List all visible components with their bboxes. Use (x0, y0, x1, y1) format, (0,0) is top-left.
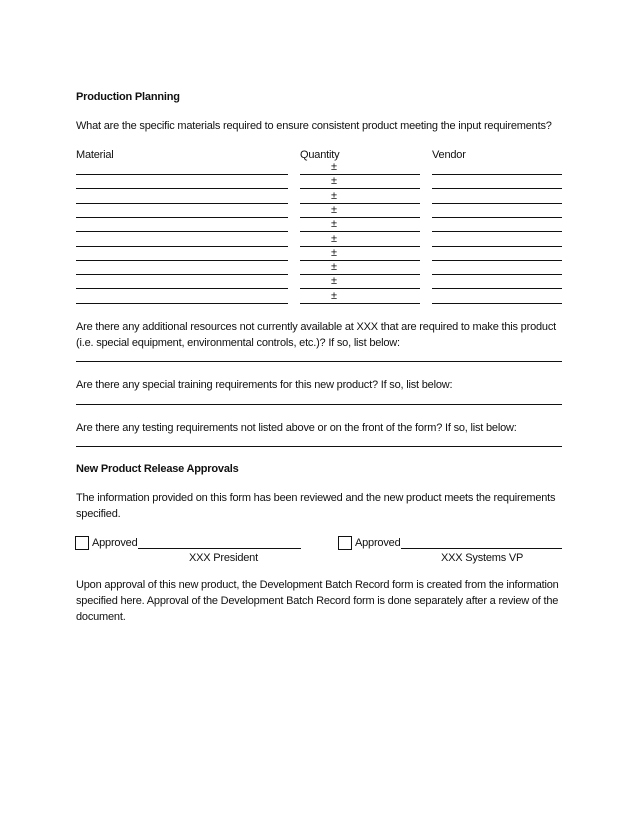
table-row (0, 190, 638, 204)
table-row (0, 275, 638, 289)
materials-question: What are the specific materials required to ensure consistent product meeting the input requirements? (76, 120, 552, 132)
president-signer-label: XXX President (189, 552, 258, 564)
table-row (0, 261, 638, 275)
plus-minus-symbol: ± (331, 190, 338, 202)
plus-minus-symbol: ± (331, 247, 338, 259)
approval-statement: The information provided on this form has been reviewed and the new product meets the requirements specified. (76, 492, 556, 520)
column-header-quantity: Quantity (300, 149, 340, 161)
material-input-line[interactable] (76, 231, 288, 232)
vendor-input-line[interactable] (432, 288, 562, 289)
systems-vp-approved-checkbox[interactable] (338, 536, 352, 550)
systems-vp-approved-label: Approved (355, 537, 401, 549)
quantity-input-line[interactable] (300, 288, 420, 289)
table-row (0, 290, 638, 304)
plus-minus-symbol: ± (331, 204, 338, 216)
table-row (0, 233, 638, 247)
table-row (0, 247, 638, 261)
plus-minus-symbol: ± (331, 275, 338, 287)
material-input-line[interactable] (76, 188, 288, 189)
systems-vp-signature-line[interactable] (401, 548, 562, 549)
column-header-material: Material (76, 149, 114, 161)
plus-minus-symbol: ± (331, 175, 338, 187)
president-approved-label: Approved (92, 537, 138, 549)
material-input-line[interactable] (76, 288, 288, 289)
quantity-input-line[interactable] (300, 188, 420, 189)
column-header-vendor: Vendor (432, 149, 466, 161)
testing-question: Are there any testing requirements not listed above or on the front of the form? If so, list below: (76, 422, 517, 434)
vendor-input-line[interactable] (432, 188, 562, 189)
section-heading-production-planning: Production Planning (76, 91, 180, 103)
systems-vp-signer-label: XXX Systems VP (441, 552, 524, 564)
additional-resources-answer-line[interactable] (76, 361, 562, 362)
table-row (0, 204, 638, 218)
section-heading-approvals: New Product Release Approvals (76, 463, 239, 475)
plus-minus-symbol: ± (331, 218, 338, 230)
plus-minus-symbol: ± (331, 161, 338, 173)
table-row (0, 161, 638, 175)
material-input-line[interactable] (76, 303, 288, 304)
quantity-input-line[interactable] (300, 303, 420, 304)
vendor-input-line[interactable] (432, 231, 562, 232)
plus-minus-symbol: ± (331, 261, 338, 273)
table-row (0, 175, 638, 189)
additional-resources-question: Are there any additional resources not currently available at XXX that are required to make this product (i.e. special equipment, environmental controls, etc.)? If so, list below: (76, 321, 556, 349)
quantity-input-line[interactable] (300, 231, 420, 232)
president-approved-checkbox[interactable] (75, 536, 89, 550)
plus-minus-symbol: ± (331, 290, 338, 302)
plus-minus-symbol: ± (331, 233, 338, 245)
training-question: Are there any special training requirements for this new product? If so, list below: (76, 379, 453, 391)
vendor-input-line[interactable] (432, 303, 562, 304)
footer-note: Upon approval of this new product, the Development Batch Record form is created from the information specified here. Approval of the Development Batch Record form is done separately after a review of the document. (76, 579, 559, 623)
testing-answer-line[interactable] (76, 446, 562, 447)
president-signature-line[interactable] (138, 548, 301, 549)
training-answer-line[interactable] (76, 404, 562, 405)
table-row (0, 218, 638, 232)
